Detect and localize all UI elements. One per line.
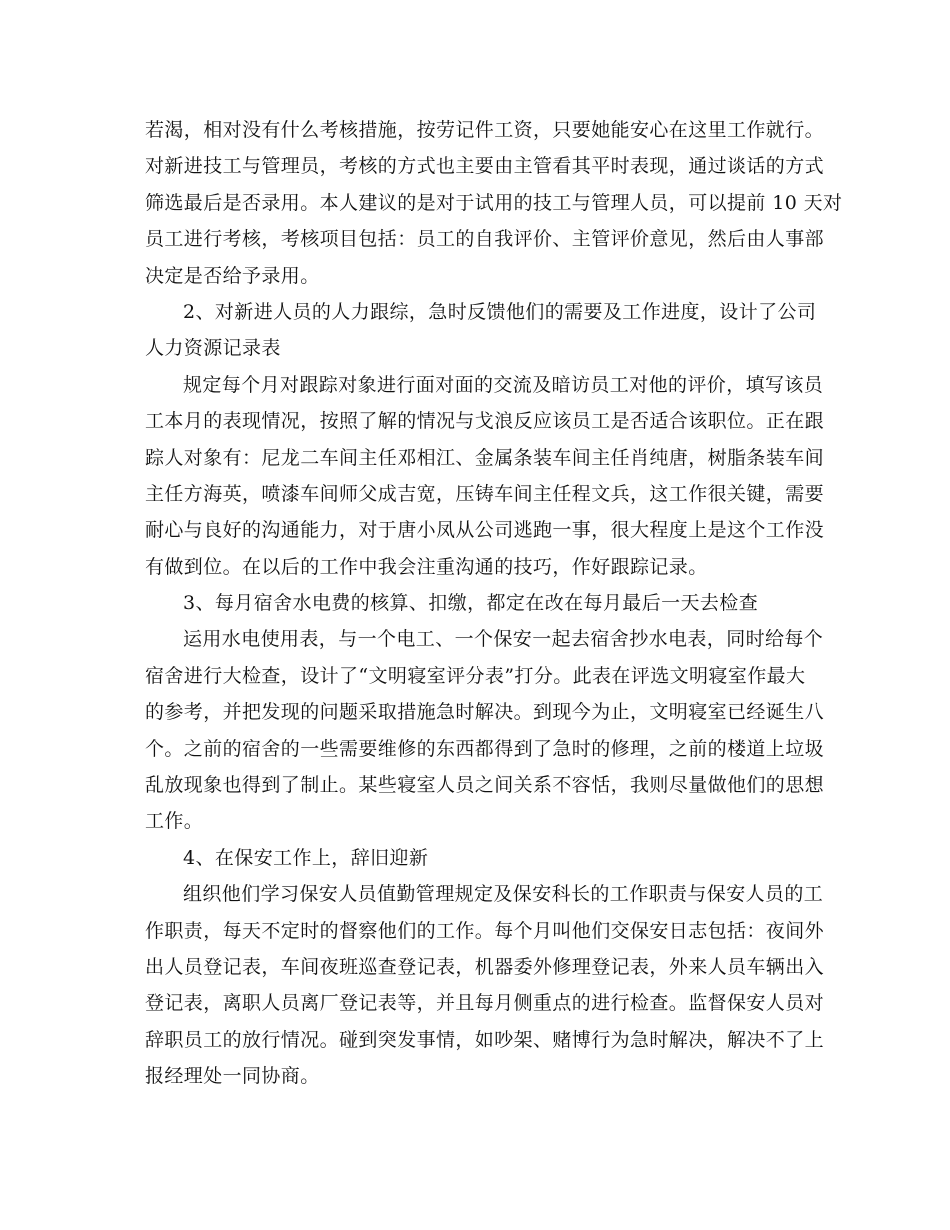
text-line: 辞职员工的放行情况。碰到突发事情，如吵架、赌博行为急时解决，解决不了上 — [145, 1028, 825, 1051]
text-line: 工作。 — [145, 810, 204, 833]
text-line: 登记表，离职人员离厂登记表等，并且每月侧重点的进行检查。监督保安人员对 — [145, 992, 825, 1015]
text-line: 报经理处一同协商。 — [145, 1065, 320, 1088]
paragraph-start: 组织他们学习保安人员值勤管理规定及保安科长的工作职责与保安人员的工 — [183, 883, 824, 906]
text-line: 宿舍进行大检查，设计了“文明寝室评分表”打分。此表在评选文明寝室作最大 — [145, 664, 806, 687]
section-heading-2-cont: 人力资源记录表 — [145, 337, 281, 360]
document-body — [145, 112, 843, 1095]
text-line: 员工进行考核，考核项目包括：员工的自我评价、主管评价意见，然后由人事部 — [145, 228, 825, 251]
text-line: 对新进技工与管理员，考核的方式也主要由主管看其平时表现，通过谈话的方式 — [145, 155, 825, 178]
text-line: 乱放现象也得到了制止。某些寝室人员之间关系不容恬，我则尽量做他们的思想 — [145, 774, 825, 797]
section-heading-4: 4、在保安工作上，辞旧迎新 — [183, 846, 429, 869]
text-line: 踪人对象有：尼龙二车间主任邓相江、金属条装车间主任肖纯唐，树脂条装车间 — [145, 446, 825, 469]
section-heading-2: 2、对新进人员的人力跟综，急时反馈他们的需要及工作进度，设计了公司 — [183, 300, 817, 323]
text-line: 有做到位。在以后的工作中我会注重沟通的技巧，作好跟踪记录。 — [145, 555, 708, 578]
text-line: 的参考，并把发现的问题采取措施急时解决。到现今为止，文明寝室已经诞生八 — [145, 701, 825, 724]
text-line: 作职责，每天不定时的督察他们的工作。每个月叫他们交保安日志包括：夜间外 — [145, 919, 825, 942]
text-line: 筛选最后是否录用。本人建议的是对于试用的技工与管理人员，可以提前 10 天对 — [145, 191, 843, 214]
paragraph-start: 运用水电使用表，与一个电工、一个保安一起去宿舍抄水电表，同时给每个 — [183, 628, 824, 651]
text-line: 耐心与良好的沟通能力，对于唐小凤从公司逃跑一事，很大程度上是这个工作没 — [145, 519, 825, 542]
text-line: 主任方海英，喷漆车间师父成吉宽，压铸车间主任程文兵，这工作很关键，需要 — [145, 482, 825, 505]
text-line: 决定是否给予录用。 — [145, 264, 320, 287]
text-line: 工本月的表现情况，按照了解的情况与戈浪反应该员工是否适合该职位。正在跟 — [145, 410, 825, 433]
text-line: 出人员登记表，车间夜班巡查登记表，机器委外修理登记表，外来人员车辆出入 — [145, 955, 825, 978]
text-line: 若渴，相对没有什么考核措施，按劳记件工资，只要她能安心在这里工作就行。 — [145, 119, 825, 141]
paragraph-start: 规定每个月对跟踪对象进行面对面的交流及暗访员工对他的评价，填写该员 — [183, 373, 824, 396]
text-line: 个。之前的宿舍的一些需要维修的东西都得到了急时的修理，之前的楼道上垃圾 — [145, 737, 825, 760]
section-heading-3: 3、每月宿舍水电费的核算、扣缴，都定在改在每月最后一天去检查 — [183, 592, 759, 615]
